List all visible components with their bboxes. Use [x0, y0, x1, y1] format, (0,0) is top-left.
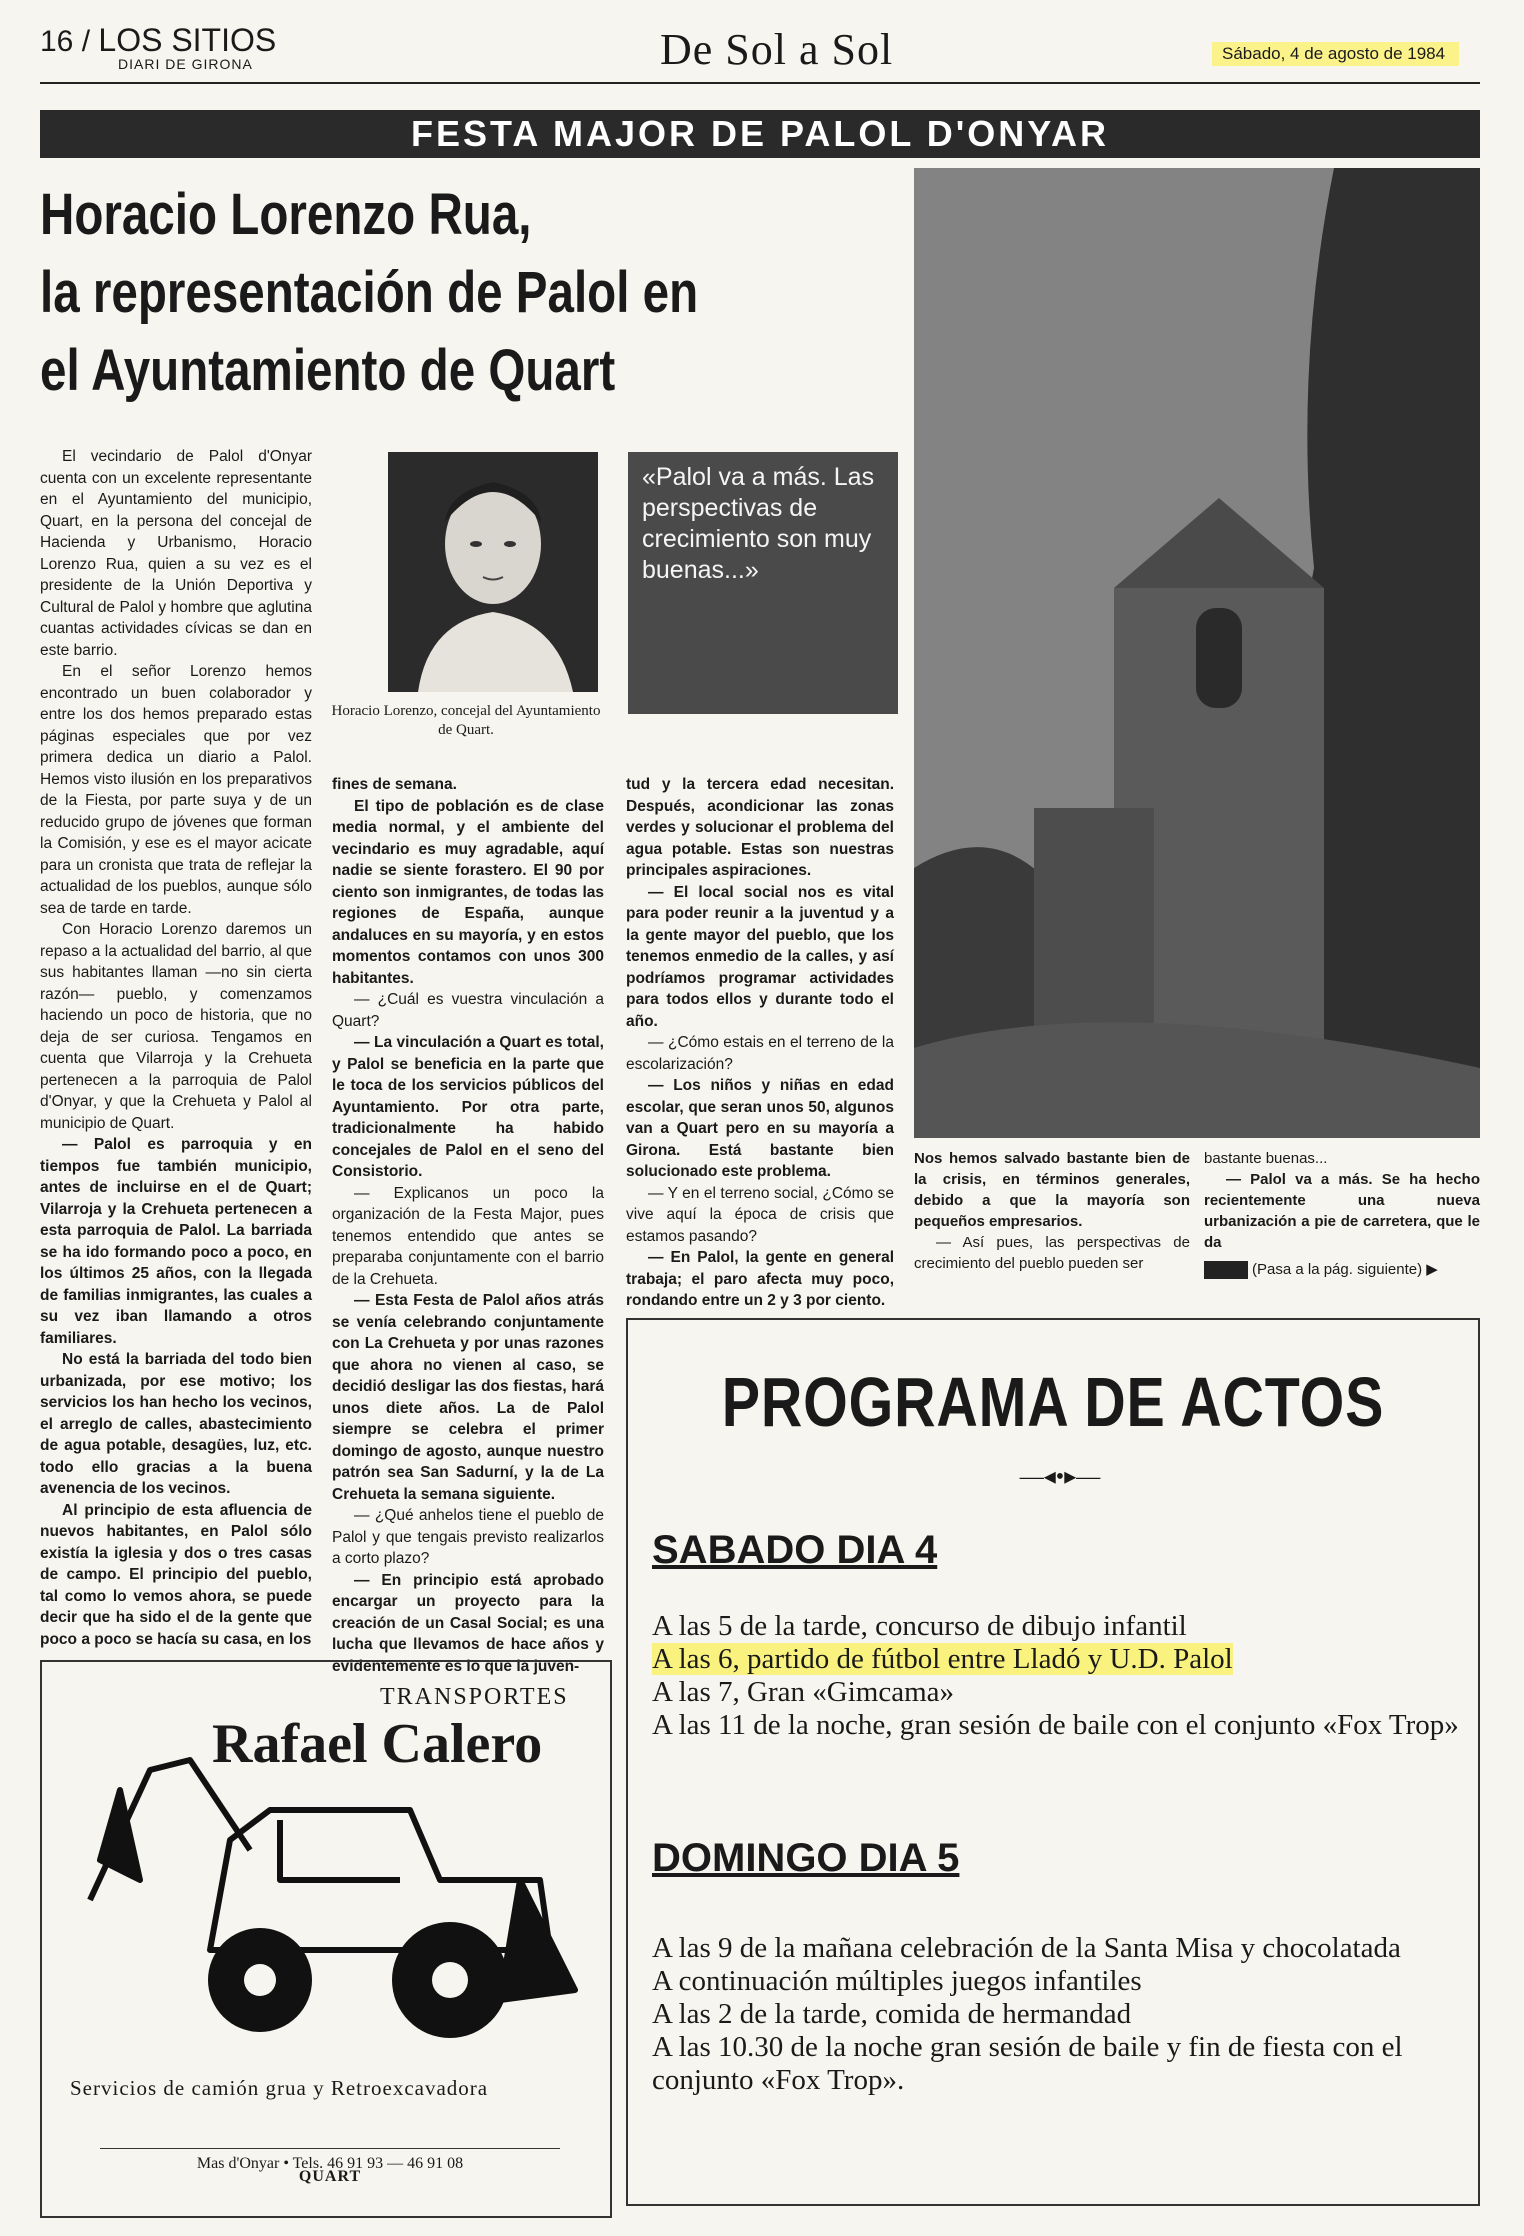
issue-date: Sábado, 4 de agosto de 1984: [1212, 42, 1459, 66]
arrow-right-icon: ▶: [1426, 1261, 1438, 1278]
paragraph: — En principio está aprobado encargar un proyecto para la creación de un Casal Social; es una lucha que llevamos de hace años y evidentemente es lo que la juven-: [332, 1571, 604, 1675]
paragraph: Con Horacio Lorenzo daremos un repaso a la actualidad del barrio, al que sus habitantes llaman —no sin cierta razón— pueblo, y comenzamos haciendo un poco de historia, que no deja de ser curiosa. Tengamos en cuenta que Vilarroja y la Crehueta pertenecen a la parroquia de Palol d'Onyar, y que la Crehueta y Palol al municipio de Quart.: [40, 921, 312, 1132]
headline-line: Horacio Lorenzo Rua,: [40, 182, 532, 247]
paragraph: — ¿Cuál es vuestra vinculación a Quart?: [332, 991, 604, 1030]
section-banner: FESTA MAJOR DE PALOL D'ONYAR: [40, 110, 1480, 158]
ad-address: Mas d'Onyar • Tels. 46 91 93 — 46 91 08: [100, 2148, 560, 2173]
paragraph: En el señor Lorenzo hemos encontrado un buen colaborador y entre los dos hemos preparado estas páginas especiales que por vez primera dedica un diario a Palol. Hemos visto ilusión en los preparativos de la Fiesta, por parte suya y de un reducido grupo de jóvenes que forman la Comisión, y ese es el mayor acicate para un cronista que trata de reflejar la actualidad de los pueblos, aunque sólo sea de tarde en tarde.: [40, 663, 312, 917]
ad-services: Servicios de camión grua y Retroexcavadora: [70, 2076, 489, 2100]
paragraph: — Así pues, las perspectivas de crecimiento del pueblo pueden ser: [914, 1234, 1190, 1272]
event-item: A las 11 de la noche, gran sesión de baile con el conjunto «Fox Trop»: [652, 1709, 1459, 1741]
section-title: De Sol a Sol: [660, 25, 894, 74]
paragraph: — El local social nos es vital para poder reunir a la juventud y a la gente mayor del pueblo, que los tenemos enmedio de la calles, y así podríamos programar actividades para todos ellos y durante todo el año.: [626, 883, 894, 1030]
paragraph: — Palol va a más. Se ha hecho recientemente una nueva urbanización a pie de carretera, que le da: [1204, 1171, 1480, 1251]
paragraph: El vecindario de Palol d'Onyar cuenta con un excelente representante en el Ayuntamiento del municipio, Quart, en la persona del concejal de Hacienda y Urbanismo, Horacio Lorenzo Rua, quien a su vez es el presidente de la Unión Deportiva y Cultural de Palol y hombre que aglutina cuantas actividades cívicas se dan en este barrio.: [40, 448, 312, 659]
church-photo: [914, 168, 1480, 1138]
paragraph: fines de semana.: [332, 776, 457, 793]
paragraph: — Explicanos un poco la organización de la Festa Major, pues tenemos entendido que antes se preparaba conjuntamente con el barrio de la Crehueta.: [332, 1184, 604, 1288]
newspaper-name: LOS SITIOS: [98, 22, 277, 58]
article-column-4: [914, 1148, 1190, 1274]
paragraph: — Los niños y niñas en edad escolar, que seran unos 50, algunos van a Quart pero en su mayoría a Girona. Está bastante bien solucionado este problema.: [626, 1077, 894, 1180]
portrait-caption: Horacio Lorenzo, concejal del Ayuntamiento de Quart.: [331, 703, 601, 738]
event-list: [652, 1610, 1462, 1742]
event-item: A las 5 de la tarde, concurso de dibujo infantil: [652, 1610, 1187, 1642]
event-item: A continuación múltiples juegos infantiles: [652, 1965, 1142, 1997]
paragraph: — La vinculación a Quart es total, y Palol se beneficia en la parte que le toca de los servicios públicos del Ayuntamiento. Por otra parte, tradicionalmente ha habido concejales de Palol en el seno del Consistorio.: [332, 1034, 604, 1180]
paragraph: Nos hemos salvado bastante bien de la crisis, en términos generales, debido a que la mayoría son pequeños empresarios.: [914, 1150, 1190, 1230]
headline-line: el Ayuntamiento de Quart: [40, 338, 616, 403]
paragraph: — Y en el terreno social, ¿Cómo se vive aquí la época de crisis que estamos pasando?: [626, 1184, 894, 1245]
masthead-rule: [40, 82, 1480, 84]
ad-company-name: Rafael Calero: [212, 1713, 543, 1775]
newspaper-subtitle: DIARI DE GIRONA: [118, 56, 253, 72]
highlighted-event: A las 6, partido de fútbol entre Lladó y U.D. Palol: [652, 1643, 1233, 1675]
divider-ornament: —◂•▸—: [1019, 1464, 1101, 1490]
paragraph: Al principio de esta afluencia de nuevos habitantes, en Palol sólo existía la iglesia y dos o tres casas de campo. El principio del pueblo, tal como lo vemos ahora, se puede decir que ha sido el de la gente que poco a poco se hacía su casa, en los: [40, 1501, 312, 1648]
paragraph: — Palol es parroquia y en tiempos fue también municipio, antes de incluirse en el de Quart; Vilarroja y la Crehueta pertenecen a esta parroquia de Palol. La barriada se ha ido formando poco a poco, en los últimos 25 años, con la llegada de familias inmigrantes, las cuales a su vez iban llamando a otros familiares.: [40, 1136, 312, 1347]
program-title: PROGRAMA DE ACTOS: [721, 1363, 1385, 1441]
article-column-1: [40, 446, 312, 1650]
article-column-2: [332, 774, 604, 1677]
continue-text: (Pasa a la pág. siguiente): [1252, 1261, 1423, 1278]
paragraph: No está la barriada del todo bien urbanizada, por ese motivo; los servicios los han hecho los vecinos, el arreglo de calles, abastecimiento de agua potable, desagües, luz, etc. todo ello gracias a la buena avenencia de los vecinos.: [40, 1351, 312, 1497]
page-number-value: 16: [40, 25, 74, 58]
portrait-photo: [388, 452, 598, 692]
page-number: 16 / LOS SITIOS: [40, 22, 277, 58]
continue-marker-icon: [1204, 1261, 1248, 1279]
paragraph: — ¿Cómo estais en el terreno de la escolarización?: [626, 1034, 894, 1073]
article-column-3: [626, 774, 894, 1312]
pull-quote: «Palol va a más. Las perspectivas de crecimiento son muy buenas...»: [628, 452, 898, 714]
excavator-icon: [80, 1730, 580, 2050]
paragraph: — En Palol, la gente en general trabaja; el paro afecta muy poco, rondando entre un 2 y 3 por ciento.: [626, 1249, 894, 1309]
event-item: A las 2 de la tarde, comida de hermandad: [652, 1998, 1132, 2030]
paragraph: — ¿Qué anhelos tiene el pueblo de Palol y que tengais previsto realizarlos a corto plazo?: [332, 1507, 604, 1567]
article-column-5: [1204, 1148, 1480, 1280]
ad-kicker: TRANSPORTES: [380, 1684, 569, 1710]
continued-note: [1204, 1259, 1480, 1280]
ad-city: QUART: [298, 2168, 362, 2185]
headline-line: la representación de Palol en: [40, 260, 699, 325]
day-title: SABADO DIA 4: [652, 1528, 938, 1572]
paragraph: El tipo de población es de clase media normal, y el ambiente del vecindario es muy agradable, aquí nadie se siente forastero. El 90 por ciento son inmigrantes, de todas las regiones de España, aunque andaluces en su mayoría, y en estos momentos contamos con unos 300 habitantes.: [332, 797, 604, 987]
paragraph: — Esta Festa de Palol años atrás se venía celebrando conjuntamente con La Crehueta y por unas razones que ahora no vienen al caso, se decidió desligar las dos fiestas, hará unos diete años. La de Palol siempre se celebra el primer domingo de agosto, aunque nuestro patrón sea San Sadurní, y la de La Crehueta la semana siguiente.: [332, 1292, 604, 1503]
paragraph: bastante buenas...: [1204, 1150, 1328, 1167]
event-item: [652, 1643, 1462, 1676]
event-item: A las 7, Gran «Gimcama»: [652, 1676, 955, 1708]
portrait-image: [388, 452, 598, 692]
event-list: [652, 1932, 1462, 2097]
day-title: DOMINGO DIA 5: [652, 1836, 960, 1880]
church-image: [914, 168, 1480, 1138]
event-item: A las 9 de la mañana celebración de la Santa Misa y chocolatada: [652, 1932, 1401, 1964]
event-item: A las 10.30 de la noche gran sesión de baile y fin de fiesta con el conjunto «Fox Trop».: [652, 2031, 1403, 2096]
article-headline: [40, 176, 745, 410]
paragraph: tud y la tercera edad necesitan. Después, acondicionar las zonas verdes y solucionar el problema del agua potable. Estas son nuestras principales aspiraciones.: [626, 776, 894, 879]
